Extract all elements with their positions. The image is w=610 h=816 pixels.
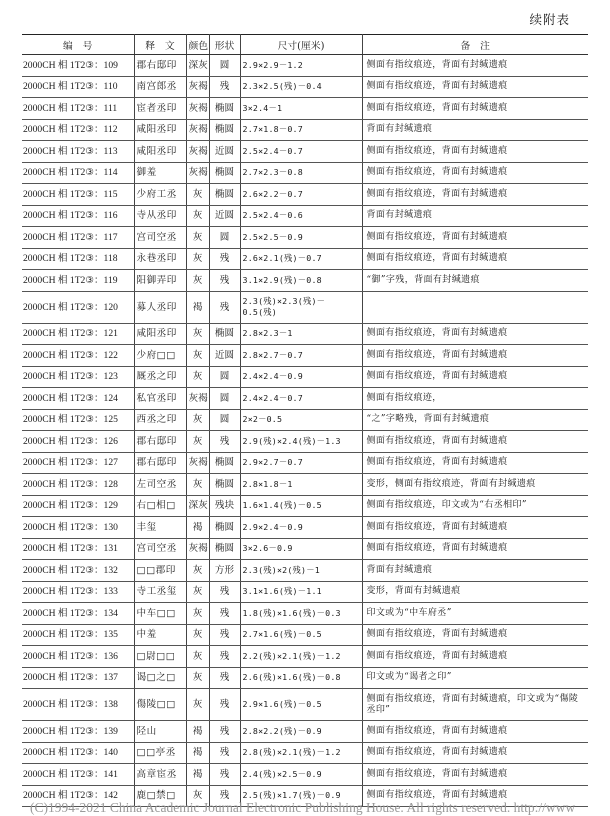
- cell-text: 咸阳丞印: [134, 323, 186, 345]
- cell-size: 2.7×1.8－0.7: [240, 119, 362, 141]
- cell-size: 2.3(残)×2(残)－1: [240, 560, 362, 582]
- cell-size: 2.8×2.3－1: [240, 323, 362, 345]
- cell-id: 2000CH 相 1T2③：140: [22, 742, 134, 764]
- cell-note: [362, 291, 588, 323]
- cell-color: 灰褐: [186, 76, 209, 98]
- cell-color: 灰: [186, 184, 209, 206]
- cell-id: 2000CH 相 1T2③：117: [22, 227, 134, 249]
- cell-id: 2000CH 相 1T2③：113: [22, 141, 134, 163]
- cell-color: 灰褐: [186, 538, 209, 560]
- cell-note: 侧面有指纹痕迹，: [362, 388, 588, 410]
- table-row: [22, 538, 588, 560]
- cell-note: 印文或为“谒者之印”: [362, 667, 588, 689]
- table-row: [22, 248, 588, 270]
- cell-shape: 残: [209, 742, 240, 764]
- table-row: [22, 119, 588, 141]
- cell-note: 侧面有指纹痕迹，背面有封缄遗痕: [362, 366, 588, 388]
- cell-note: 侧面有指纹痕迹，背面有封缄遗痕: [362, 323, 588, 345]
- cell-color: 深灰: [186, 495, 209, 517]
- cell-id: 2000CH 相 1T2③：131: [22, 538, 134, 560]
- cell-id: 2000CH 相 1T2③：134: [22, 603, 134, 625]
- cell-text: 郡右邸印: [134, 55, 186, 77]
- cell-size: 2.9×2.7－0.7: [240, 452, 362, 474]
- cell-shape: 近圆: [209, 205, 240, 227]
- cell-note: “御”字残，背面有封缄遗痕: [362, 270, 588, 292]
- cell-text: 厩丞之印: [134, 366, 186, 388]
- cell-shape: 残: [209, 624, 240, 646]
- cell-shape: 圆: [209, 366, 240, 388]
- cell-id: 2000CH 相 1T2③：141: [22, 764, 134, 786]
- cell-size: 2.5×2.5－0.9: [240, 227, 362, 249]
- cell-size: 2×2－0.5: [240, 409, 362, 431]
- cell-size: 3×2.4－1: [240, 98, 362, 120]
- cell-id: 2000CH 相 1T2③：120: [22, 291, 134, 323]
- cell-color: 灰: [186, 689, 209, 721]
- cell-id: 2000CH 相 1T2③：135: [22, 624, 134, 646]
- cell-shape: 椭圆: [209, 323, 240, 345]
- cell-shape: 椭圆: [209, 452, 240, 474]
- cell-note: 侧面有指纹痕迹，背面有封缄遗痕: [362, 55, 588, 77]
- cell-note: 背面有封缄遗痕: [362, 119, 588, 141]
- cell-text: 永巷丞印: [134, 248, 186, 270]
- table-row: [22, 141, 588, 163]
- cell-note: 侧面有指纹痕迹，背面有封缄遗痕: [362, 517, 588, 539]
- cell-size: 2.9(残)×2.4(残)－1.3: [240, 431, 362, 453]
- cell-id: 2000CH 相 1T2③：142: [22, 785, 134, 807]
- cell-note: 侧面有指纹痕迹，背面有封缄遗痕: [362, 248, 588, 270]
- cell-shape: 圆: [209, 409, 240, 431]
- cell-text: □□亭丞: [134, 742, 186, 764]
- cell-size: 2.8×1.8－1: [240, 474, 362, 496]
- cell-id: 2000CH 相 1T2③：130: [22, 517, 134, 539]
- cell-size: 2.8×2.7－0.7: [240, 345, 362, 367]
- cell-size: 2.6(残)×1.6(残)－0.8: [240, 667, 362, 689]
- cell-note: “之”字略残，背面有封缄遗痕: [362, 409, 588, 431]
- cell-color: 深灰: [186, 55, 209, 77]
- cell-color: 灰: [186, 270, 209, 292]
- cell-note: 侧面有指纹痕迹，背面有封缄遗痕: [362, 785, 588, 807]
- cell-note: 侧面有指纹痕迹，背面有封缄遗痕: [362, 98, 588, 120]
- cell-shape: 残块: [209, 495, 240, 517]
- cell-color: 褐: [186, 764, 209, 786]
- cell-shape: 残: [209, 431, 240, 453]
- cell-text: 阳御弄印: [134, 270, 186, 292]
- cell-id: 2000CH 相 1T2③：132: [22, 560, 134, 582]
- cell-note: 侧面有指纹痕迹，背面有封缄遗痕: [362, 162, 588, 184]
- cell-id: 2000CH 相 1T2③：118: [22, 248, 134, 270]
- header-size: 尺寸(厘米): [240, 35, 362, 55]
- cell-text: 宫司空丞: [134, 227, 186, 249]
- cell-color: 灰: [186, 409, 209, 431]
- table-row: [22, 742, 588, 764]
- cell-note: 印文或为“中车府丞”: [362, 603, 588, 625]
- cell-shape: 残: [209, 721, 240, 743]
- cell-shape: 残: [209, 291, 240, 323]
- cell-note: 侧面有指纹痕迹，背面有封缄遗痕: [362, 227, 588, 249]
- cell-color: 灰: [186, 603, 209, 625]
- cell-text: 少府□□: [134, 345, 186, 367]
- cell-id: 2000CH 相 1T2③：116: [22, 205, 134, 227]
- cell-color: 灰: [186, 646, 209, 668]
- cell-id: 2000CH 相 1T2③：111: [22, 98, 134, 120]
- cell-id: 2000CH 相 1T2③：138: [22, 689, 134, 721]
- cell-text: 御羞: [134, 162, 186, 184]
- cell-size: 2.6×2.1(残)－0.7: [240, 248, 362, 270]
- cell-id: 2000CH 相 1T2③：112: [22, 119, 134, 141]
- cell-note: 侧面有指纹痕迹，印文或为“右丞相印”: [362, 495, 588, 517]
- cell-shape: 残: [209, 603, 240, 625]
- cell-text: 宫司空丞: [134, 538, 186, 560]
- cell-note: 侧面有指纹痕迹，背面有封缄遗痕: [362, 452, 588, 474]
- table-row: [22, 603, 588, 625]
- table-row: [22, 474, 588, 496]
- cell-text: 高章宦丞: [134, 764, 186, 786]
- cell-size: 2.3×2.5(残)－0.4: [240, 76, 362, 98]
- cell-text: □□郡印: [134, 560, 186, 582]
- cell-shape: 残: [209, 785, 240, 807]
- table-row: [22, 721, 588, 743]
- cell-size: 2.5(残)×1.7(残)－0.9: [240, 785, 362, 807]
- cell-id: 2000CH 相 1T2③：114: [22, 162, 134, 184]
- table-row: [22, 184, 588, 206]
- cell-id: 2000CH 相 1T2③：125: [22, 409, 134, 431]
- cell-text: 咸阳丞印: [134, 119, 186, 141]
- cell-size: 2.9×2.9－1.2: [240, 55, 362, 77]
- cell-size: 2.3(残)×2.3(残)－0.5(残): [240, 291, 362, 323]
- table-row: [22, 517, 588, 539]
- cell-id: 2000CH 相 1T2③：133: [22, 581, 134, 603]
- cell-size: 1.8(残)×1.6(残)－0.3: [240, 603, 362, 625]
- cell-shape: 残: [209, 646, 240, 668]
- table-row: [22, 431, 588, 453]
- cell-text: 中车□□: [134, 603, 186, 625]
- cell-note: 侧面有指纹痕迹，背面有封缄遗痕: [362, 141, 588, 163]
- cell-id: 2000CH 相 1T2③：110: [22, 76, 134, 98]
- cell-text: 谒□之□: [134, 667, 186, 689]
- cell-shape: 圆: [209, 388, 240, 410]
- cell-color: 灰: [186, 227, 209, 249]
- cell-color: 灰褐: [186, 388, 209, 410]
- cell-size: 2.4×2.4－0.7: [240, 388, 362, 410]
- cell-color: 灰: [186, 323, 209, 345]
- cell-color: 灰褐: [186, 162, 209, 184]
- table-body: [22, 55, 588, 807]
- cell-shape: 椭圆: [209, 98, 240, 120]
- table-row: [22, 55, 588, 77]
- cell-size: 2.9×2.4－0.9: [240, 517, 362, 539]
- cell-shape: 椭圆: [209, 538, 240, 560]
- cell-shape: 近圆: [209, 141, 240, 163]
- cell-note: 侧面有指纹痕迹，背面有封缄遗痕: [362, 184, 588, 206]
- header-id: 编 号: [22, 35, 134, 55]
- cell-shape: 椭圆: [209, 162, 240, 184]
- cell-text: 陉山: [134, 721, 186, 743]
- cell-size: 3.1×1.6(残)－1.1: [240, 581, 362, 603]
- table-row: [22, 689, 588, 721]
- cell-color: 灰: [186, 366, 209, 388]
- header-shape: 形状: [209, 35, 240, 55]
- table-row: [22, 667, 588, 689]
- cell-note: 侧面有指纹痕迹，背面有封缄遗痕: [362, 431, 588, 453]
- cell-size: 2.4(残)×2.5－0.9: [240, 764, 362, 786]
- cell-shape: 残: [209, 764, 240, 786]
- cell-text: 傷陵□□: [134, 689, 186, 721]
- cell-size: 2.8×2.2(残)－0.9: [240, 721, 362, 743]
- cell-text: 宦者丞印: [134, 98, 186, 120]
- cell-shape: 椭圆: [209, 517, 240, 539]
- table-header-row: [22, 35, 588, 55]
- cell-color: 灰: [186, 205, 209, 227]
- cell-id: 2000CH 相 1T2③：119: [22, 270, 134, 292]
- cell-color: 灰: [186, 581, 209, 603]
- table-row: [22, 366, 588, 388]
- cell-text: 咸阳丞印: [134, 141, 186, 163]
- seal-appendix-table: [22, 34, 588, 807]
- cell-color: 灰: [186, 431, 209, 453]
- cell-id: 2000CH 相 1T2③：129: [22, 495, 134, 517]
- header-color: 颜色: [186, 35, 209, 55]
- cell-text: 募人丞印: [134, 291, 186, 323]
- cell-text: 私官丞印: [134, 388, 186, 410]
- header-text: 释 文: [134, 35, 186, 55]
- cell-note: 侧面有指纹痕迹，背面有封缄遗痕，印文或为“傷陵丞印”: [362, 689, 588, 721]
- cell-size: 2.7×2.3－0.8: [240, 162, 362, 184]
- cell-shape: 椭圆: [209, 184, 240, 206]
- table-row: [22, 98, 588, 120]
- cell-color: 灰褐: [186, 98, 209, 120]
- cell-text: 右□相□: [134, 495, 186, 517]
- cell-text: 少府工丞: [134, 184, 186, 206]
- cell-color: 灰: [186, 667, 209, 689]
- table-row: [22, 764, 588, 786]
- header-note: 备 注: [362, 35, 588, 55]
- cell-color: 灰: [186, 474, 209, 496]
- cell-size: 2.2(残)×2.1(残)－1.2: [240, 646, 362, 668]
- cell-shape: 圆: [209, 227, 240, 249]
- cell-note: 变形，侧面有指纹痕迹，背面有封缄遗痕: [362, 474, 588, 496]
- cell-shape: 方形: [209, 560, 240, 582]
- cell-note: 侧面有指纹痕迹，背面有封缄遗痕: [362, 345, 588, 367]
- table-row: [22, 646, 588, 668]
- cell-id: 2000CH 相 1T2③：109: [22, 55, 134, 77]
- table-row: [22, 452, 588, 474]
- cell-color: 褐: [186, 517, 209, 539]
- cell-color: 灰: [186, 345, 209, 367]
- table-row: [22, 345, 588, 367]
- table-row: [22, 560, 588, 582]
- cell-shape: 椭圆: [209, 474, 240, 496]
- cell-size: 2.9×1.6(残)－0.5: [240, 689, 362, 721]
- cell-id: 2000CH 相 1T2③：139: [22, 721, 134, 743]
- cell-id: 2000CH 相 1T2③：115: [22, 184, 134, 206]
- cell-text: 中羞: [134, 624, 186, 646]
- table-row: [22, 76, 588, 98]
- table-row: [22, 205, 588, 227]
- cell-color: 灰褐: [186, 452, 209, 474]
- cell-text: 西丞之印: [134, 409, 186, 431]
- cell-shape: 残: [209, 581, 240, 603]
- cell-text: 寺工丞玺: [134, 581, 186, 603]
- cell-color: 褐: [186, 742, 209, 764]
- cell-id: 2000CH 相 1T2③：126: [22, 431, 134, 453]
- table-caption: 续附表: [529, 12, 570, 27]
- cell-color: 褐: [186, 291, 209, 323]
- cell-shape: 近圆: [209, 345, 240, 367]
- cell-shape: 椭圆: [209, 119, 240, 141]
- cell-size: 2.4×2.4－0.9: [240, 366, 362, 388]
- cell-text: 左司空丞: [134, 474, 186, 496]
- table-row: [22, 162, 588, 184]
- table-row: [22, 270, 588, 292]
- cell-id: 2000CH 相 1T2③：124: [22, 388, 134, 410]
- cell-note: 背面有封缄遗痕: [362, 560, 588, 582]
- cell-shape: 残: [209, 667, 240, 689]
- cell-size: 3×2.6－0.9: [240, 538, 362, 560]
- cell-color: 灰褐: [186, 119, 209, 141]
- cell-shape: 残: [209, 689, 240, 721]
- cell-size: 2.5×2.4－0.7: [240, 141, 362, 163]
- cell-id: 2000CH 相 1T2③：127: [22, 452, 134, 474]
- cell-note: 背面有封缄遗痕: [362, 205, 588, 227]
- cell-shape: 残: [209, 270, 240, 292]
- table-row: [22, 495, 588, 517]
- cell-color: 灰: [186, 785, 209, 807]
- cell-note: 侧面有指纹痕迹，背面有封缄遗痕: [362, 742, 588, 764]
- cell-color: 灰: [186, 560, 209, 582]
- cell-size: 3.1×2.9(残)－0.8: [240, 270, 362, 292]
- table-row: [22, 388, 588, 410]
- cell-note: 侧面有指纹痕迹，背面有封缄遗痕: [362, 538, 588, 560]
- cell-text: 鹿□禁□: [134, 785, 186, 807]
- cell-id: 2000CH 相 1T2③：122: [22, 345, 134, 367]
- cell-text: 丰玺: [134, 517, 186, 539]
- cell-note: 侧面有指纹痕迹，背面有封缄遗痕: [362, 646, 588, 668]
- cell-id: 2000CH 相 1T2③：121: [22, 323, 134, 345]
- cell-size: 1.6×1.4(残)－0.5: [240, 495, 362, 517]
- table-row: [22, 409, 588, 431]
- cell-size: 2.5×2.4－0.6: [240, 205, 362, 227]
- cell-id: 2000CH 相 1T2③：137: [22, 667, 134, 689]
- cell-note: 侧面有指纹痕迹，背面有封缄遗痕: [362, 721, 588, 743]
- cell-text: 郡右邸印: [134, 452, 186, 474]
- table-row: [22, 581, 588, 603]
- cell-color: 灰: [186, 624, 209, 646]
- cell-note: 侧面有指纹痕迹，背面有封缄遗痕: [362, 764, 588, 786]
- table-row: [22, 323, 588, 345]
- cell-note: 侧面有指纹痕迹，背面有封缄遗痕: [362, 76, 588, 98]
- cell-shape: 残: [209, 76, 240, 98]
- cell-shape: 圆: [209, 55, 240, 77]
- cell-id: 2000CH 相 1T2③：128: [22, 474, 134, 496]
- copyright-footer: (C)1994-2021 China Academic Journal Electronic Publishing House. All rights reserved. http://www: [30, 800, 576, 815]
- table-row: [22, 227, 588, 249]
- cell-size: 2.6×2.2－0.7: [240, 184, 362, 206]
- cell-note: 侧面有指纹痕迹，背面有封缄遗痕: [362, 624, 588, 646]
- cell-text: □尉□□: [134, 646, 186, 668]
- cell-id: 2000CH 相 1T2③：123: [22, 366, 134, 388]
- cell-color: 灰褐: [186, 141, 209, 163]
- cell-text: 寺从丞印: [134, 205, 186, 227]
- cell-text: 南宫郎丞: [134, 76, 186, 98]
- cell-size: 2.7×1.6(残)－0.5: [240, 624, 362, 646]
- cell-color: 灰: [186, 248, 209, 270]
- table-row: [22, 624, 588, 646]
- cell-color: 褐: [186, 721, 209, 743]
- cell-text: 郡右邸印: [134, 431, 186, 453]
- cell-id: 2000CH 相 1T2③：136: [22, 646, 134, 668]
- table-row: [22, 291, 588, 323]
- cell-note: 变形，背面有封缄遗痕: [362, 581, 588, 603]
- cell-shape: 残: [209, 248, 240, 270]
- cell-size: 2.8(残)×2.1(残)－1.2: [240, 742, 362, 764]
